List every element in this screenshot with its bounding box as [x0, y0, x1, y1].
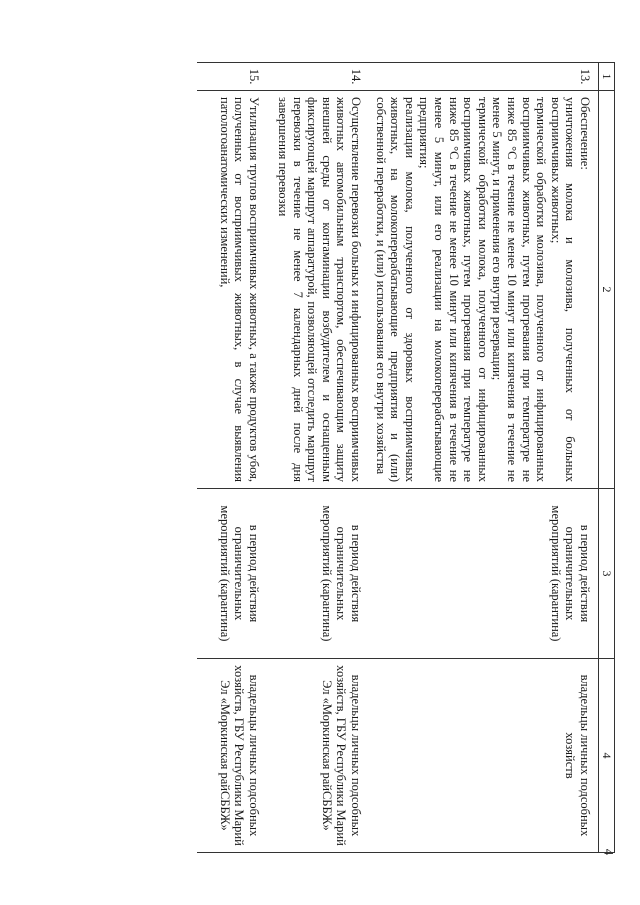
measure-cell	[369, 91, 598, 489]
measure-line: Обеспечение:	[578, 97, 592, 170]
responsible-cell: владельцы личных подсобных хозяйств, ГБУ Республики Марий Эл «Моркинская райСББЖ»	[197, 659, 267, 853]
measure-cell	[197, 91, 267, 489]
table-header-row	[599, 63, 615, 853]
header-col-3: 3	[599, 489, 615, 659]
row-number: 13.	[369, 63, 598, 91]
responsible-cell: владельцы личных подсобных хозяйств, ГБУ Республики Марий Эл «Моркинская райСББЖ»	[267, 659, 369, 853]
page-number: 4	[601, 848, 617, 856]
period-cell: в период действия ограничительных мероприятий (карантина)	[369, 489, 598, 659]
table-row	[197, 63, 267, 853]
measure-line: термической обработки молозива, полученного от инфицированных восприимчивых животных, путем прогревания при температуре не ниже 85 °С в течение не менее 10 минут или кипячения в течение не менее 5 минут, и применения его внутри резервации;	[490, 97, 549, 482]
header-col-1: 1	[599, 63, 615, 91]
measure-line: Утилизация трупов восприимчивых животных, а также продуктов убоя, полученных от восприимчивых животных, в случае выявления патологоанатомических изменений,	[217, 97, 262, 482]
measures-table	[197, 62, 615, 853]
measure-cell	[267, 91, 369, 489]
measure-line: реализации молока, полученного от здоровых восприимчивых животных, на молокоперерабатывающие предприятия и (или) собственной переработки, и (или) использования его внутри хозяйства	[373, 97, 417, 482]
row-number: 15.	[197, 63, 267, 91]
period-cell: в период действия ограничительных мероприятий (карантина)	[267, 489, 369, 659]
measure-line: Осуществление перевозки больных и инфицированных восприимчивых животных автомобильным транспортом, обеспечивающим защиту внешней среды от контаминации возбудителем и оснащенным фиксирующей маршрут аппаратурой, позволяющей отследить маршрут перевозки в течение не менее 7 календарных дней после дня завершения перевозки	[276, 97, 364, 482]
table-row	[369, 63, 598, 853]
measure-line: уничтожения молока и молозива, полученных от больных восприимчивых животных;	[548, 97, 578, 482]
header-col-4: 4	[599, 659, 615, 853]
responsible-cell: владельцы личных подсобных хозяйств	[369, 659, 598, 853]
rotated-table-sheet	[90, 62, 615, 852]
header-col-2: 2	[599, 91, 615, 489]
row-number: 14.	[267, 63, 369, 91]
period-cell: в период действия ограничительных мероприятий (карантина)	[197, 489, 267, 659]
measure-line: термической обработки молока, полученного от инфицированных восприимчивых животных, путем прогревания при температуре не ниже 85 °С в течение не менее 10 минут или кипячения в течение не менее 5 минут, или его реализации на молокоперерабатывающие предприятия;	[417, 97, 490, 482]
table-row	[267, 63, 369, 853]
